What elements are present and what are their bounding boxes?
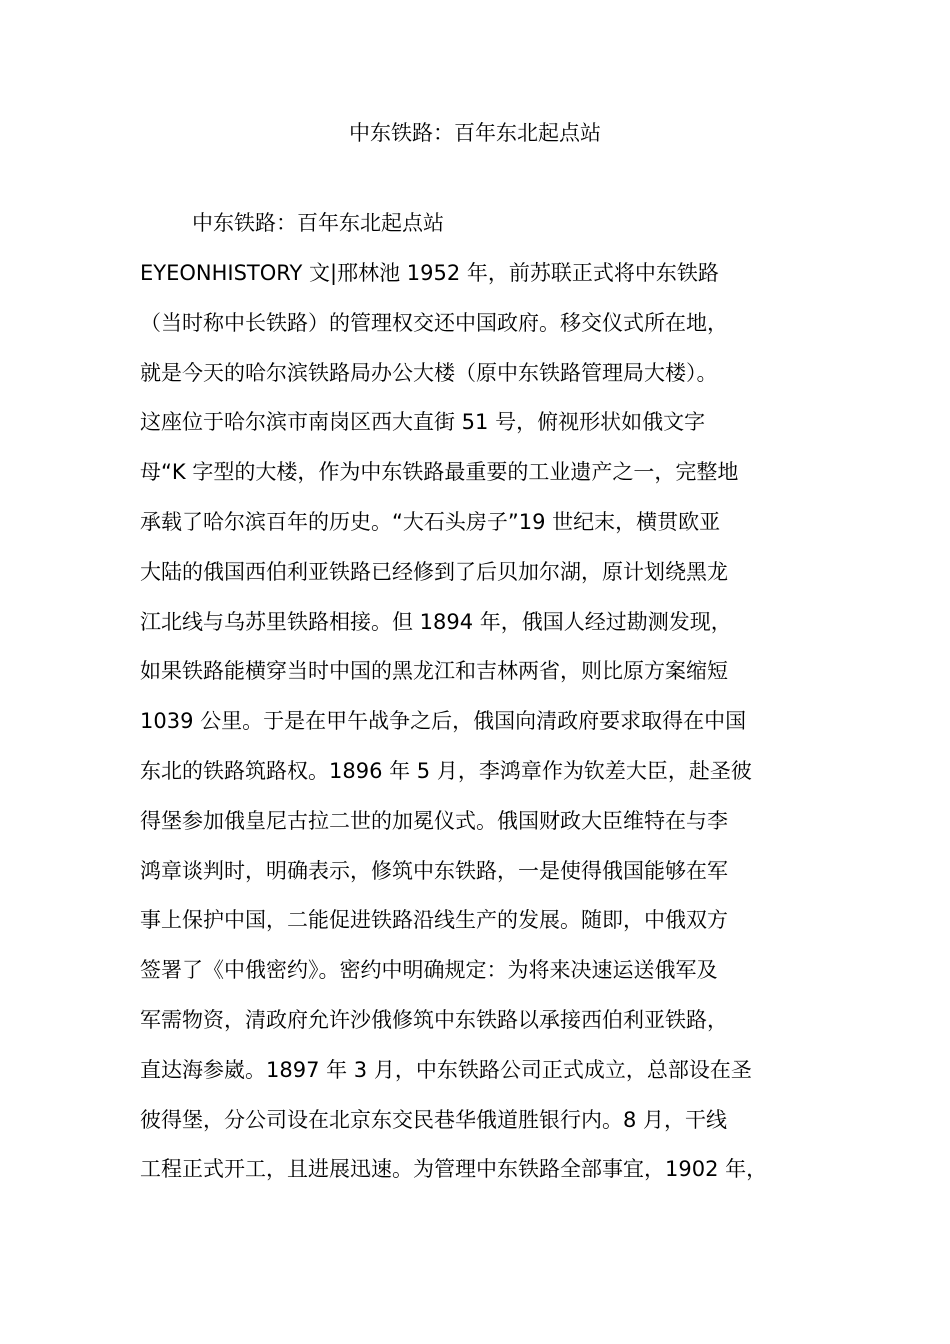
body-line: 1039 公里。于是在甲午战争之后，俄国向清政府要求取得在中国 <box>140 709 747 734</box>
body-line: 签署了《中俄密约》。密约中明确规定：为将来决速运送俄军及 <box>140 958 718 983</box>
body-line: 工程正式开工，且进展迅速。为管理中东铁路全部事宜，1902 年， <box>140 1157 768 1182</box>
body-line: 江北线与乌苏里铁路相接。但 1894 年，俄国人经过勘测发现， <box>140 609 732 634</box>
body-line: 军需物资，清政府允许沙俄修筑中东铁路以承接西伯利亚铁路， <box>140 1007 728 1032</box>
body-line: 彼得堡，分公司设在北京东交民巷华俄道胜银行内。8 月，干线 <box>140 1107 728 1132</box>
body-line: 如果铁路能横穿当时中国的黑龙江和吉林两省，则比原方案缩短 <box>140 659 728 684</box>
body-line: EYEONHISTORY 文|邢林池 1952 年，前苏联正式将中东铁路 <box>140 261 719 285</box>
article-body <box>140 258 830 1204</box>
body-line: 这座位于哈尔滨市南岗区西大直街 51 号，俯视形状如俄文字 <box>140 410 706 435</box>
body-line: （当时称中长铁路）的管理权交还中国政府。移交仪式所在地， <box>140 310 728 335</box>
document-title: 中东铁路：百年东北起点站 <box>349 121 601 145</box>
body-line: 鸿章谈判时，明确表示，修筑中东铁路，一是使得俄国能够在军 <box>140 858 728 883</box>
body-line: 东北的铁路筑路权。1896 年 5 月，李鸿章作为钦差大臣，赴圣彼 <box>140 758 752 783</box>
body-line: 承载了哈尔滨百年的历史。“大石头房子”19 世纪末，横贯欧亚 <box>140 509 721 534</box>
body-line: 直达海参崴。1897 年 3 月，中东铁路公司正式成立，总部设在圣 <box>140 1057 752 1082</box>
article-subtitle: 中东铁路：百年东北起点站 <box>192 211 444 235</box>
body-line: 事上保护中国，二能促进铁路沿线生产的发展。随即，中俄双方 <box>140 908 728 933</box>
body-line: 就是今天的哈尔滨铁路局办公大楼（原中东铁路管理局大楼）。 <box>140 360 718 385</box>
body-line: 母“K 字型的大楼，作为中东铁路最重要的工业遗产之一，完整地 <box>140 460 739 485</box>
body-line: 大陆的俄国西伯利亚铁路已经修到了后贝加尔湖，原计划绕黑龙 <box>140 559 728 584</box>
body-line: 得堡参加俄皇尼古拉二世的加冕仪式。俄国财政大臣维特在与李 <box>140 808 728 833</box>
